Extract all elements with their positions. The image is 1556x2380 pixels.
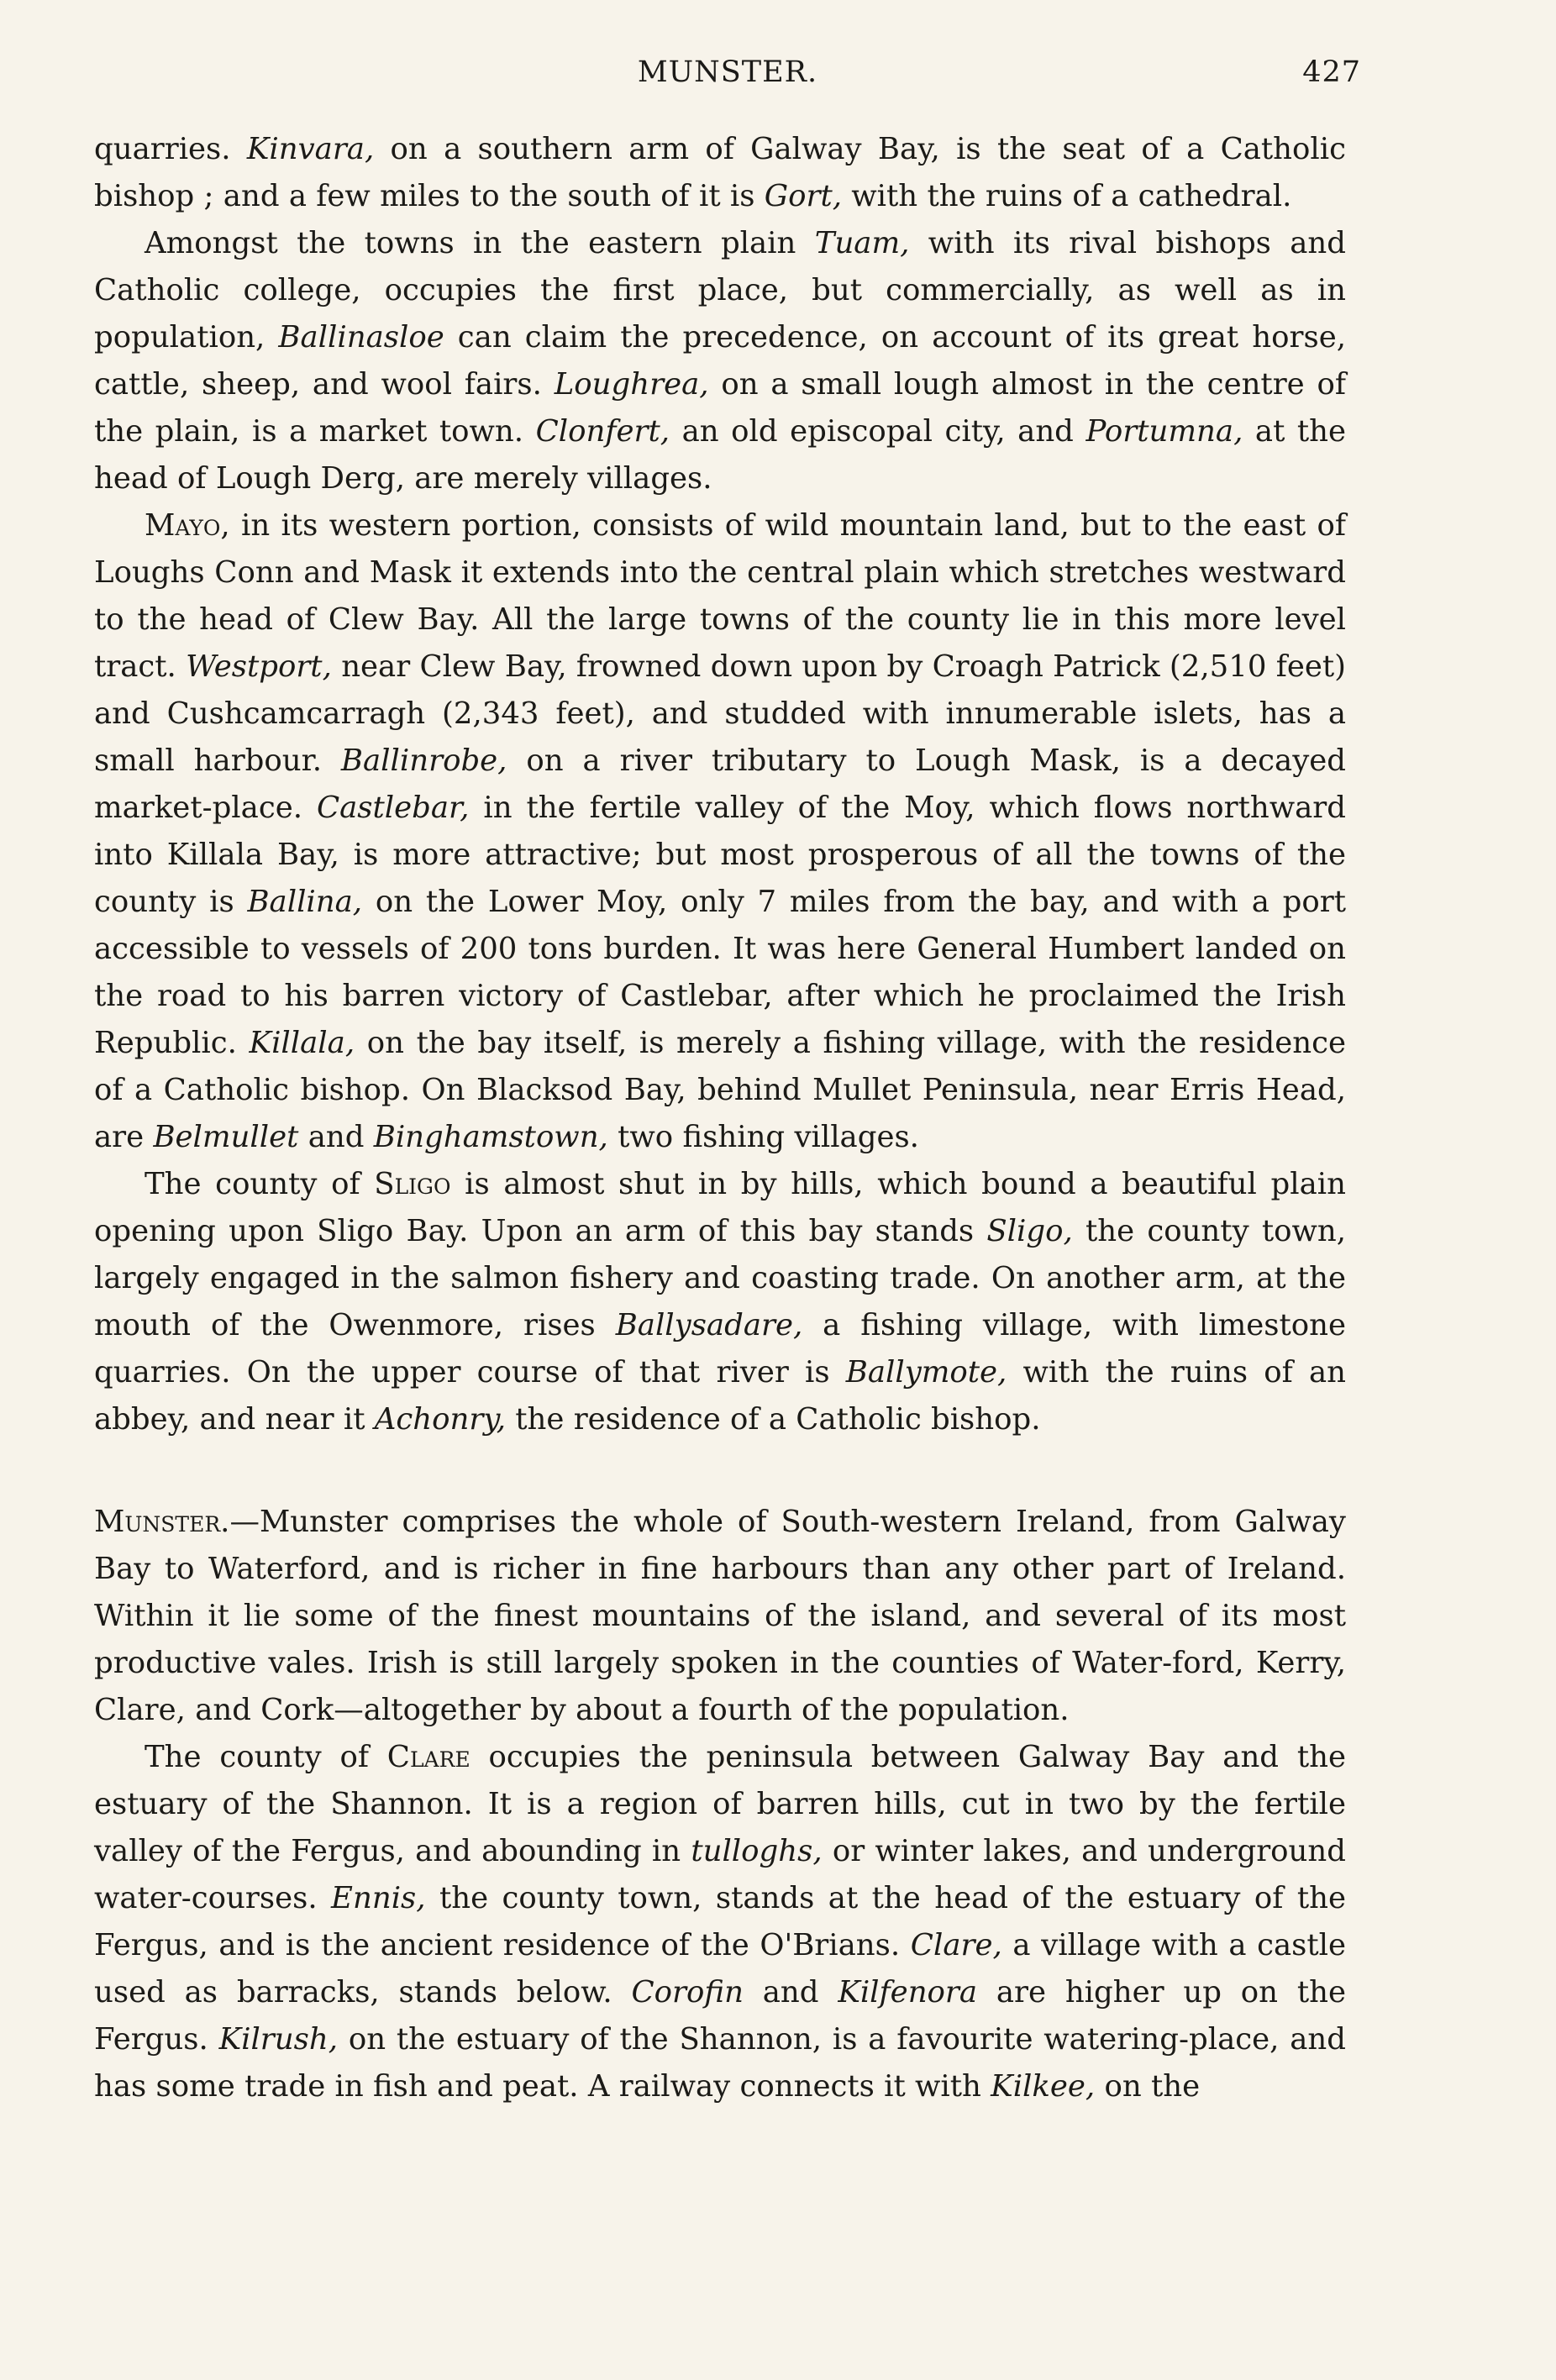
- paragraph: [94, 1161, 1346, 1443]
- text-run: is almost shut in by hills, which bound a beautiful plain opening upon Sligo Bay. Upon an arm of this bay stands: [94, 1167, 1346, 1248]
- text-run: —Munster comprises the whole of South-western Ireland, from Galway Bay to Waterford, and is richer in fine harbours than any other part of Ireland. Within it lie some of the finest mountains of the island, and several of its most productive vales. Irish is still largely spoken in the counties of Water-ford, Kerry, Clare, and Cork—altogether by about a fourth of the population.: [94, 1505, 1346, 1727]
- place-name: Ballysadare,: [615, 1308, 803, 1342]
- place-name: Clonfert,: [535, 414, 670, 449]
- place-name: Corofin: [631, 1975, 744, 2010]
- text-run: and: [743, 1975, 838, 2010]
- place-name: Binghamstown,: [373, 1120, 608, 1154]
- text-run: quarries.: [94, 132, 247, 166]
- running-head: [94, 55, 1361, 97]
- place-name: Tuam,: [814, 226, 910, 260]
- text-run: the county town, largely engaged in the salmon fishery and coasting trade. On another arm, at the mouth of the Owenmore, rises: [94, 1214, 1347, 1342]
- text-run: the county town, stands at the head of the estuary of the Fergus, and is the ancient residence of the O'Brians.: [94, 1881, 1346, 1962]
- body-text: [94, 126, 1346, 2110]
- place-name: tulloghs,: [691, 1834, 823, 1868]
- text-run: on the Lower Moy, only 7 miles from the bay, and with a port accessible to vessels of 200 tons burden. It was here General Humbert landed on the road to his barren victory of Castlebar, after which he proclaimed the Irish Republic.: [94, 885, 1346, 1060]
- text-run: an old episcopal city, and: [670, 414, 1086, 449]
- page-number: 427: [1302, 55, 1361, 89]
- text-run: Amongst the towns in the eastern plain: [145, 226, 815, 260]
- text-run: on a small lough almost in the centre of the plain, is a market town.: [94, 367, 1346, 449]
- text-run: on a river tributary to Lough Mask, is a decayed market-place.: [94, 743, 1346, 825]
- text-run: The county of: [145, 1740, 387, 1774]
- place-name: Kilkee,: [991, 2069, 1096, 2104]
- place-name: Ballinasloe: [278, 320, 444, 355]
- place-name: Loughrea,: [554, 367, 709, 402]
- text-run: on the: [1095, 2069, 1201, 2104]
- small-caps-term: Mayo: [145, 508, 221, 543]
- text-run: are higher up on the Fergus.: [94, 1975, 1346, 2057]
- text-run: on the estuary of the Shannon, is a favourite watering-place, and has some trade in fish and peat. A railway connects it with: [94, 2022, 1346, 2104]
- text-run: near Clew Bay, frowned down upon by Croagh Patrick (2,510 feet) and Cushcamcarragh (2,343 feet), and studded with innumerable islets, has a small harbour.: [94, 649, 1346, 778]
- text-run: with the ruins of an abbey, and near it: [94, 1355, 1346, 1437]
- text-run: , in its western portion, consists of wild mountain land, but to the east of Loughs Conn and Mask it extends into the central plain which stretches westward to the head of Clew Bay. All the large towns of the county lie in this more level tract.: [94, 508, 1346, 684]
- place-name: Belmullet: [153, 1120, 299, 1154]
- place-name: Ballinrobe,: [340, 743, 507, 778]
- small-caps-term: Sligo: [374, 1167, 451, 1201]
- text-run: a village with a castle used as barracks, stands below.: [94, 1928, 1347, 2010]
- paragraph: [94, 502, 1346, 1161]
- text-run: on the bay itself, is merely a fishing village, with the residence of a Catholic bishop. On Blacksod Bay, behind Mullet Peninsula, near Erris Head, are: [94, 1026, 1346, 1154]
- text-run: at the head of Lough Derg, are merely villages.: [94, 414, 1347, 496]
- text-run: with its rival bishops and Catholic college, occupies the first place, but commercially, as well as in population,: [94, 226, 1347, 355]
- section-paragraph-munster: [94, 1499, 1346, 1734]
- text-run: with the ruins of a cathedral.: [842, 179, 1292, 213]
- text-run: The county of: [145, 1167, 375, 1201]
- text-run: in the fertile valley of the Moy, which flows northward into Killala Bay, is more attractive; but most prosperous of all the towns of the county is: [94, 791, 1346, 919]
- small-caps-term: Clare: [386, 1740, 470, 1774]
- place-name: Ballymote,: [845, 1355, 1007, 1390]
- text-run: a fishing village, with limestone quarries. On the upper course of that river is: [94, 1308, 1346, 1390]
- place-name: Sligo,: [986, 1214, 1073, 1248]
- place-name: Kilrush,: [218, 2022, 339, 2057]
- place-name: Castlebar,: [316, 791, 470, 825]
- place-name: Killala,: [249, 1026, 355, 1060]
- place-name: Westport,: [186, 649, 332, 684]
- text-run: can claim the precedence, on account of its great horse, cattle, sheep, and wool fairs.: [94, 320, 1346, 402]
- text-run: and: [298, 1120, 374, 1154]
- place-name: Achonry,: [374, 1402, 506, 1437]
- place-name: Clare,: [910, 1928, 1002, 1962]
- paragraph: [94, 1734, 1346, 2110]
- text-run: or winter lakes, and underground water-courses.: [94, 1834, 1346, 1915]
- place-name: Gort,: [764, 179, 843, 213]
- paragraph: [94, 126, 1346, 220]
- place-name: Kinvara,: [246, 132, 375, 166]
- text-run: occupies the peninsula between Galway Bay and the estuary of the Shannon. It is a region of barren hills, cut in two by the fertile valley of the Fergus, and abounding in: [94, 1740, 1346, 1868]
- running-title: MUNSTER.: [637, 55, 818, 89]
- text-run: on a southern arm of Galway Bay, is the seat of a Catholic bishop ; and a few miles to the south of it is: [94, 132, 1346, 213]
- place-name: Ballina,: [247, 885, 363, 919]
- text-run: the residence of a Catholic bishop.: [506, 1402, 1041, 1437]
- paragraph: [94, 220, 1346, 502]
- text-run: two fishing villages.: [607, 1120, 919, 1154]
- place-name: Portumna,: [1086, 414, 1243, 449]
- place-name: Kilfenora: [838, 1975, 978, 2010]
- small-caps-term: Munster.: [94, 1505, 230, 1539]
- place-name: Ennis,: [331, 1881, 426, 1915]
